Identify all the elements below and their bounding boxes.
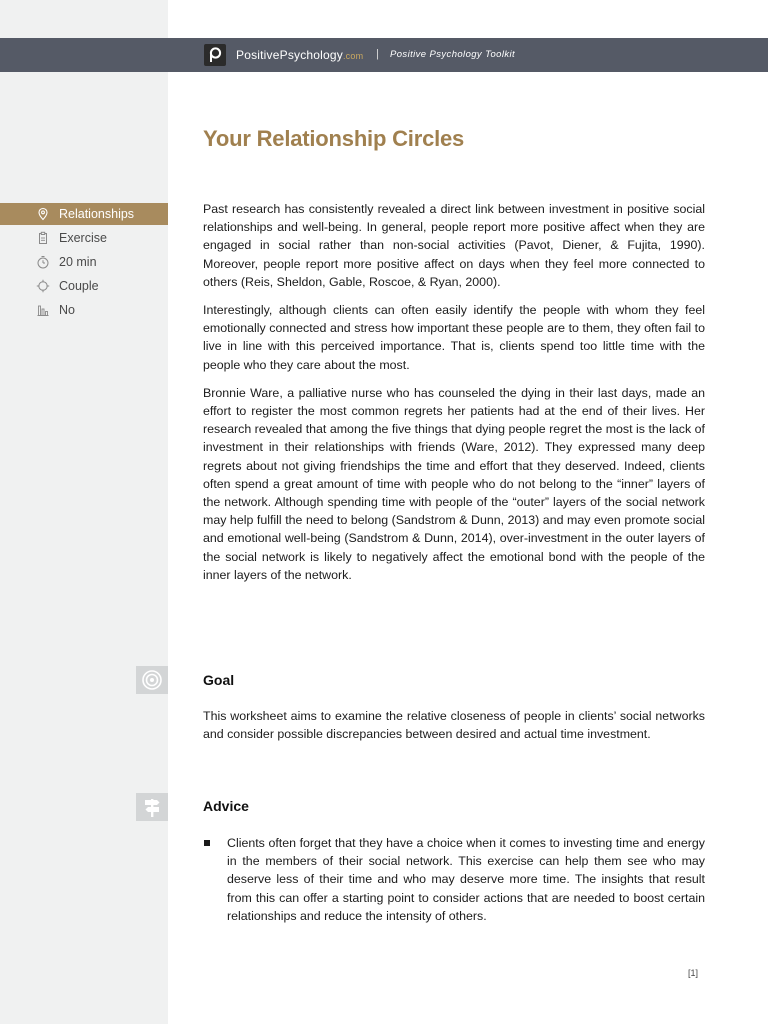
meta-item-label: Relationships (59, 207, 135, 221)
meta-item-label: 20 min (59, 255, 97, 269)
brand-name: PositivePsychology.com (236, 48, 364, 62)
goal-paragraph: This worksheet aims to examine the relative closeness of people in clients’ social networks and consider possible discrepancies between desired and actual time investment. (203, 709, 705, 742)
advice-list (203, 834, 705, 925)
toolkit-label: Positive Psychology Toolkit (390, 49, 516, 60)
clipboard-icon (36, 231, 50, 245)
advice-heading: Advice (203, 798, 249, 814)
target-icon (136, 666, 168, 694)
meta-item-duration (0, 251, 168, 273)
page-title: Your Relationship Circles (203, 126, 465, 151)
bullet-square-icon (204, 840, 210, 846)
stopwatch-icon (36, 255, 50, 269)
brand-suffix: .com (342, 51, 364, 61)
list-item (203, 834, 705, 925)
goal-text (203, 707, 705, 753)
page-number: [1] (688, 968, 699, 978)
intro-paragraph: Interestingly, although clients can often easily identify the people with whom they feel emotionally connected and stress how important these people are to them, they often fail to live in line with this perceived importance. That is, clients spend too little time with the people who they care about the most. (203, 303, 705, 372)
goal-heading: Goal (203, 672, 235, 688)
crosshair-icon (36, 279, 50, 293)
meta-item-label: No (59, 303, 75, 317)
header-bar (0, 38, 768, 72)
intro-paragraph: Bronnie Ware, a palliative nurse who has counseled the dying in their last days, made an effort to register the most common regrets her patients had at the end of their lives. Her research revealed that among the five things that dying people regret the most is the lack of investment in their relationships with friends (Ware, 2012). They expressed many deep regrets about not giving friendships the time and effort that they deserved. Indeed, clients often spend a great amount of time with people who do not belong to the “inner” layers of the network. Although spending time with people of the “outer” layers of the social network may help fulfill the need to belong (Sandstrom & Dunn, 2013) and may even promote social and emotional well-being (Sandstrom & Dunn, 2014), over-investment in the outer layers of the social network is likely to negatively affect the emotional bond with the people of the inner layers of the network. (203, 385, 705, 582)
header-separator: | (376, 48, 379, 60)
meta-item-assessment (0, 299, 168, 321)
exercise-meta-list (0, 203, 168, 323)
meta-item-label: Couple (59, 279, 99, 293)
p-logo-icon (204, 44, 226, 66)
meta-item-label: Exercise (59, 231, 107, 245)
sidebar (0, 0, 168, 1024)
meta-item-category (0, 203, 168, 225)
signpost-icon (136, 793, 168, 821)
intro-text (203, 200, 705, 594)
meta-item-audience (0, 275, 168, 297)
intro-paragraph: Past research has consistently revealed a direct link between investment in positive social relationships and well-being. In general, people report more positive affect when they are engaged in social rather than non-social activities (Pavot, Diener, & Fujita, 1990). Moreover, people report more positive affect on days when they feel more connected to others (Reis, Sheldon, Gable, Roscoe, & Ryan, 2000). (203, 202, 705, 289)
meta-item-type (0, 227, 168, 249)
bar-chart-icon (36, 303, 50, 317)
location-pin-icon (36, 207, 50, 221)
advice-bullet-text: Clients often forget that they have a choice when it comes to investing time and energy in the members of their social network. This exercise can help them see who may deserve less of their time and who may deserve more time. The insights that result from this can offer a starting point to consider actions that are needed to boost certain relationships and reduce the intensity of others. (227, 836, 705, 923)
